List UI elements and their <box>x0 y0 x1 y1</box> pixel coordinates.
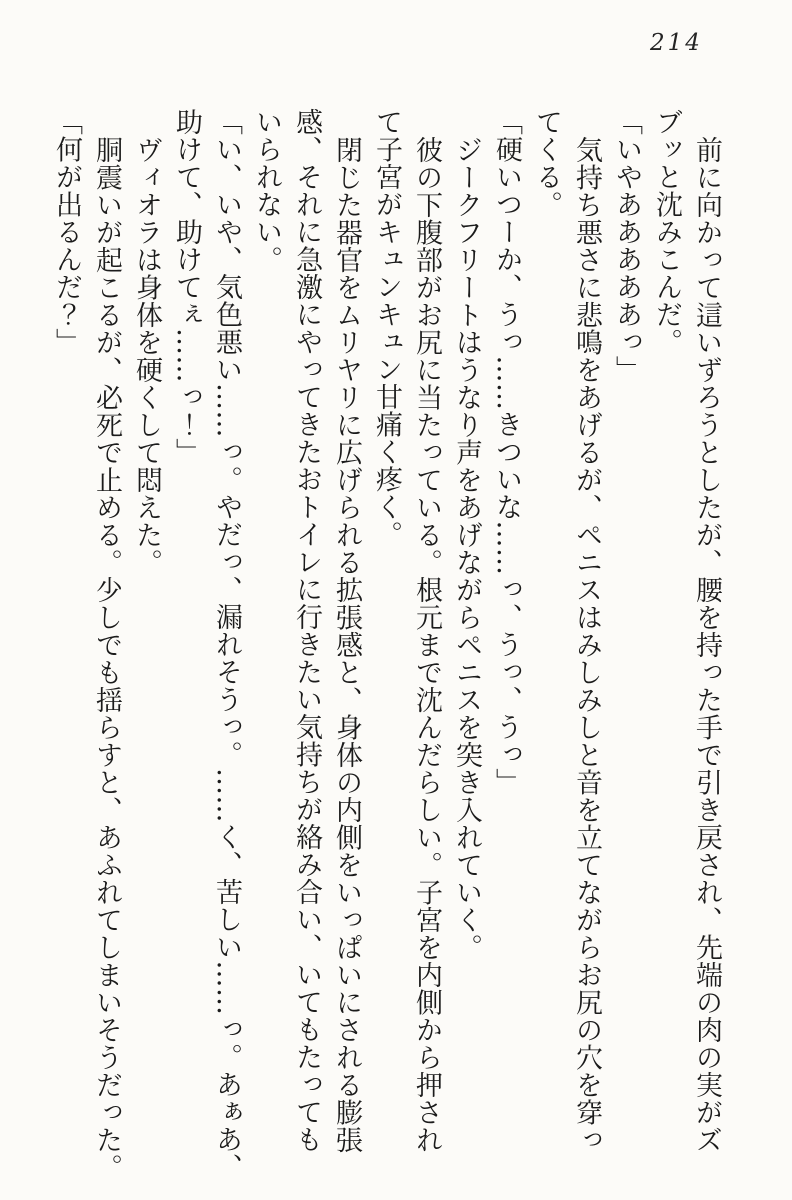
text-line: ブッと沈みこんだ。 <box>651 108 682 356</box>
text-line: 「いやあああああっ」 <box>611 108 642 383</box>
text-line: 気持ち悪さに悲鳴をあげるが、ペニスはみしみしと音を立てながらお尻の穴を穿っ <box>571 136 602 1154</box>
text-line: 胴震いが起こるが、必死で止める。少しでも揺らすと、あふれてしまいそうだった。 <box>91 136 122 1181</box>
text-line: ジークフリートはうなり声をあげながらペニスを突き入れていく。 <box>451 136 482 961</box>
text-line: 彼の下腹部がお尻に当たっている。根元まで沈んだらしい。子宮を内側から押され <box>411 136 442 1154</box>
text-line: 「何が出るんだ？」 <box>51 108 82 356</box>
text-line: 「い、いや、気色悪い……っ。やだっ、漏れそうっ。……く、苦しい……っ。あぁあ、 <box>211 108 242 1181</box>
page-number: 214 <box>650 30 703 56</box>
text-area <box>34 108 726 1183</box>
text-line: ヴィオラは身体を硬くして悶えた。 <box>131 136 162 576</box>
text-line: 前に向かって這いずろうとしたが、腰を持った手で引き戻され、先端の肉の実がズ <box>691 136 722 1154</box>
text-line: 閉じた器官をムリヤリに広げられる拡張感と、身体の内側をいっぱいにされる膨張 <box>331 136 362 1154</box>
text-line: いられない。 <box>251 108 282 273</box>
text-line: 感、それに急激にやってきたおトイレに行きたい気持ちが絡み合い、いてもたっても <box>291 108 322 1153</box>
text-line: 助けて、助けてぇ……っ！」 <box>171 108 202 466</box>
text-line: 「硬いつーか、うっ……きついな……っ、うっ、うっ」 <box>491 108 522 796</box>
text-line: てくる。 <box>531 108 562 218</box>
text-line: て子宮がキュンキュン甘痛く疼く。 <box>371 108 402 548</box>
